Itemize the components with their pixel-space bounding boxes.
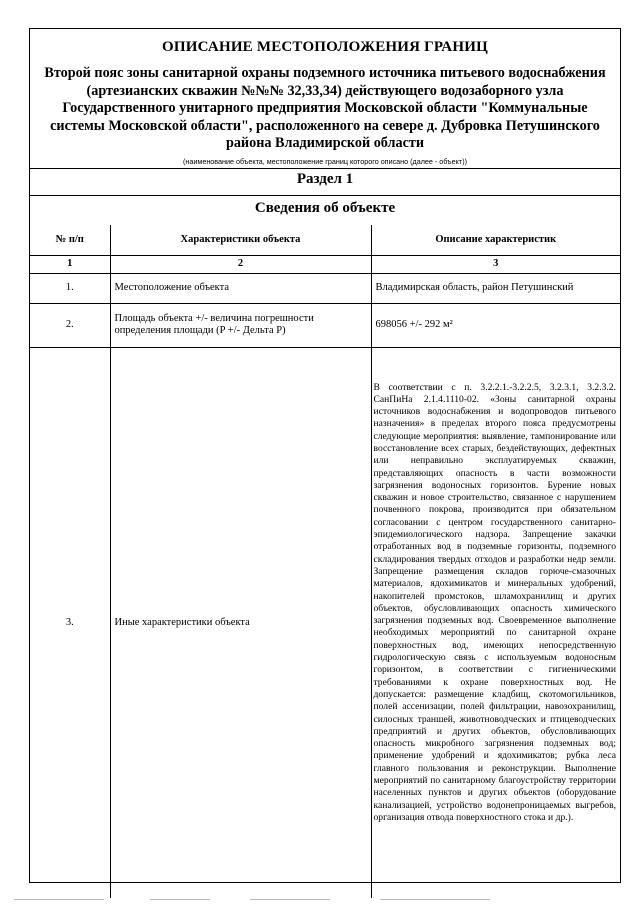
- section-subtitle: Сведения об объекте: [254, 200, 396, 216]
- footer-rule: [380, 899, 490, 900]
- header-cell-description: Описание характеристик: [371, 225, 620, 255]
- column-number: 1: [30, 255, 110, 273]
- row-number: 2.: [30, 303, 110, 347]
- table-row: [30, 273, 620, 303]
- row-characteristic: Площадь объекта +/- величина погрешности определения площади (P +/- Дельта P): [110, 303, 371, 347]
- row-value: В соответствии с п. 3.2.2.1.-3.2.2.5, 3.2.3.1, 3.2.3.2. СанПиНа 2.1.4.1110-02. «Зоны санитарной охраны источников водоснабжения и водопроводов питьевого назначения» в пределах второго пояса предусмотрены следующие мероприятия: выявление, тампонирование или восстановление всех старых, бездействующих, дефектных или неправильно эксплуатируемых скважин, представляющих опасность в части возможности загрязнения водоносных горизонтов. Бурение новых скважин и новое строительство, связанное с нарушением почвенного покрова, производится при обязательном согласовании с центром государственного санитарно-эпидемиологического надзора. Запрещение закачки отработанных вод в подземные горизонты, подземного складирования твердых отходов и разработки недр земли. Запрещение размещения складов горюче-смазочных материалов, ядохимикатов и минеральных удобрений, накопителей промстоков, шламохранилищ и других объектов, обусловливающих опасность химического загрязнения подземных вод. Своевременное выполнение необходимых мероприятий по санитарной охране поверхностных вод, имеющих непосредственную гидрологическую связь с используемым водоносным горизонтом, в соответствии с гигиеническими требованиями к охране поверхностных вод. Не допускается: размещение кладбищ, скотомогильников, полей ассенизации, полей фильтрации, навозохранилищ, силосных траншей, животноводческих и птицеводческих предприятий и других объектов, обусловливающих опасность микробного загрязнения подземных вод; применение удобрений и ядохимикатов; рубка леса главного пользования и реконструкции. Выполнение мероприятий по санитарному благоустройству территории населенных пунктов и других объектов (оборудование канализацией, устройство водонепроницаемых выгребов, организация отвода поверхностного стока и др.).: [373, 381, 616, 823]
- divider: [30, 168, 620, 169]
- section-title: Раздел 1: [296, 171, 354, 187]
- table-header-row: [30, 225, 620, 255]
- table-row: [30, 303, 620, 347]
- row-characteristic: Иные характеристики объекта: [110, 347, 371, 898]
- table-column-numbers-row: [30, 255, 620, 273]
- row-characteristic: Местоположение объекта: [110, 273, 371, 303]
- row-number: 1.: [30, 273, 110, 303]
- row-value: 698056 +/- 292 м²: [371, 303, 620, 347]
- row-number: 3.: [30, 347, 110, 898]
- row-value: Владимирская область, район Петушинский: [371, 273, 620, 303]
- column-number: 2: [110, 255, 371, 273]
- divider: [30, 195, 620, 196]
- object-description: Второй пояс зоны санитарной охраны подземного источника питьевого водоснабжения (артезианских скважин №№№ 32,33,34) действующего водозаборного узла Государственного унитарного предприятия Московской области "Коммунальные системы Московской области", расположенного на севере д. Дубровка Петушинского района Владимирской области: [44, 65, 606, 152]
- row-value-cell: [371, 347, 620, 898]
- object-info-table: [30, 225, 620, 898]
- footer-rule: [150, 899, 210, 900]
- footer-rule: [14, 899, 104, 900]
- document-frame: [29, 28, 621, 883]
- header-cell-characteristic: Характеристики объекта: [110, 225, 371, 255]
- header-cell-number: № п/п: [30, 225, 110, 255]
- footer-rule: [250, 899, 330, 900]
- table-row: [30, 347, 620, 898]
- object-caption: (наименование объекта, местоположение границ которого описано (далее - объект)): [183, 157, 467, 166]
- document-title: ОПИСАНИЕ МЕСТОПОЛОЖЕНИЯ ГРАНИЦ: [162, 39, 488, 55]
- column-number: 3: [371, 255, 620, 273]
